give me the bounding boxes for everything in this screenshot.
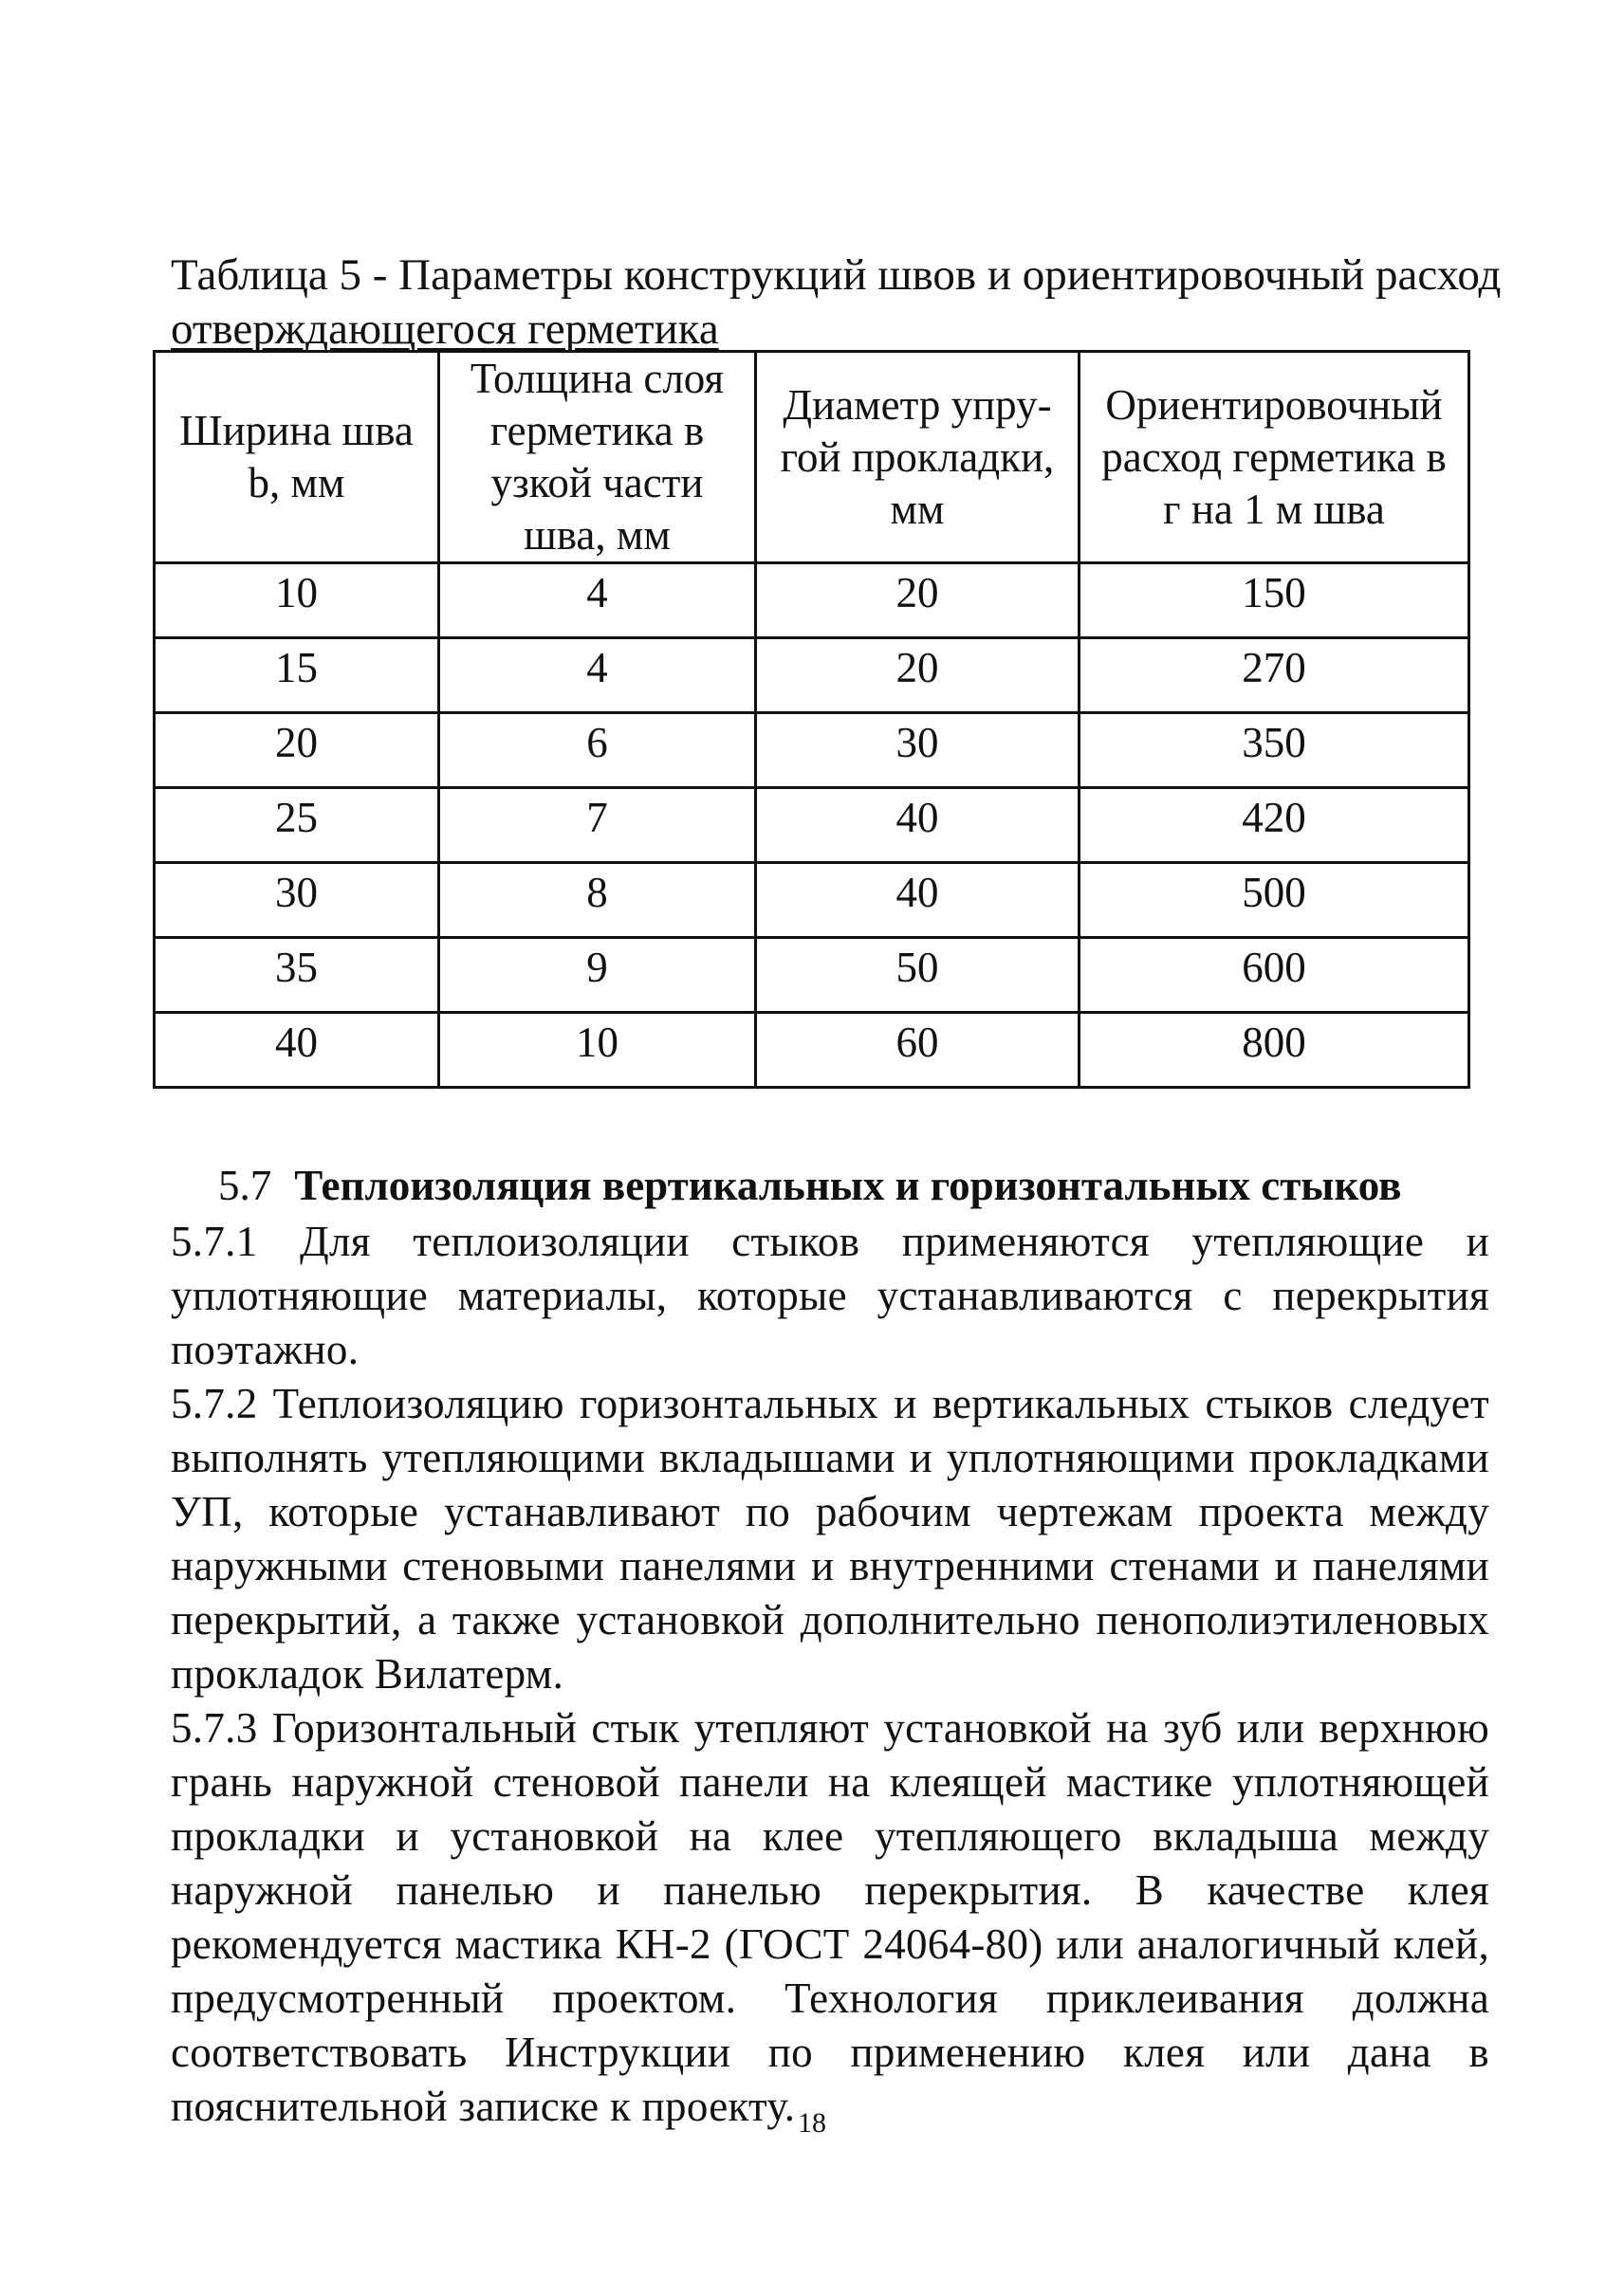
table-cell: 20 <box>155 713 439 788</box>
table-cell: 6 <box>439 713 756 788</box>
section-5-7 <box>171 1159 1489 2134</box>
page-number: 18 <box>798 2107 826 2139</box>
table-header-row <box>155 352 1469 563</box>
section-heading <box>218 1159 1489 1213</box>
table-cell: 7 <box>439 788 756 863</box>
table-cell: 500 <box>1080 863 1469 938</box>
header-sealant-consumption: Ориентировочный расход герметика в г на 1 м шва <box>1080 352 1469 563</box>
section-title: Теплоизоляция вертикальных и горизонтальных стыков <box>294 1162 1402 1209</box>
table-cell: 10 <box>439 1013 756 1088</box>
header-sealant-thickness: Толщина слоя герметика в узкой части шва, мм <box>439 352 756 563</box>
table-row <box>155 1013 1469 1088</box>
table-cell: 9 <box>439 938 756 1013</box>
table-cell: 600 <box>1080 938 1469 1013</box>
section-number: 5.7 <box>218 1162 272 1209</box>
paragraph-5-7-3: 5.7.3 Горизонтальный стык утепляют установкой на зуб или верхнюю грань наружной стеновой панели на клеящей мастике уплотняющей прокладки и установкой на клее утепляющего вкладыша между наружной панелью и панелью перекрытия. В качестве клея рекомендуется мастика КН-2 (ГОСТ 24064-80) или аналогичный клей, предусмотренный проектом. Технология приклеивания должна соответствовать Инструкции по применению клея или дана в пояснительной записке к проекту. <box>171 1704 1489 2130</box>
table-row <box>155 563 1469 638</box>
table-row <box>155 638 1469 713</box>
table-cell: 4 <box>439 563 756 638</box>
table-cell: 10 <box>155 563 439 638</box>
parameters-table <box>153 350 1470 1089</box>
table-row <box>155 788 1469 863</box>
table-cell: 25 <box>155 788 439 863</box>
table-cell: 150 <box>1080 563 1469 638</box>
table-cell: 35 <box>155 938 439 1013</box>
paragraph-5-7-2: 5.7.2 Теплоизоляцию горизонтальных и вертикальных стыков следует выполнять утепляющими вкладышами и уплотняющими прокладками УП, которые устанавливают по рабочим чертежам проекта между наружными стеновыми панелями и внутренними стенами и панелями перекрытий, а также установкой дополнительно пенополиэтиленовых прокладок Вилатерм. <box>171 1380 1489 1698</box>
paragraph-5-7-1: 5.7.1 Для теплоизоляции стыков применяются утепляющие и уплотняющие материалы, которые устанавливаются с перекрытия поэтажно. <box>171 1218 1489 1373</box>
table-cell: 40 <box>155 1013 439 1088</box>
table-cell: 15 <box>155 638 439 713</box>
table-cell: 30 <box>155 863 439 938</box>
table-cell: 40 <box>756 863 1080 938</box>
header-seam-width: Ширина шва b, мм <box>155 352 439 563</box>
table-cell: 20 <box>756 563 1080 638</box>
table-cell: 420 <box>1080 788 1469 863</box>
table-cell: 270 <box>1080 638 1469 713</box>
table-row <box>155 713 1469 788</box>
header-gasket-diameter: Диаметр упру-гой прокладки, мм <box>756 352 1080 563</box>
table-cell: 60 <box>756 1013 1080 1088</box>
table-caption-line-2: отверждающегося герметика <box>171 304 719 354</box>
table-caption-line-1: Таблица 5 - Параметры конструкций швов и ориентировочный расход <box>171 250 1502 300</box>
table-cell: 20 <box>756 638 1080 713</box>
table-cell: 350 <box>1080 713 1469 788</box>
table-cell: 800 <box>1080 1013 1469 1088</box>
table-cell: 50 <box>756 938 1080 1013</box>
table-cell: 30 <box>756 713 1080 788</box>
table-caption <box>171 248 1502 357</box>
table-row <box>155 863 1469 938</box>
table-row <box>155 938 1469 1013</box>
table-cell: 4 <box>439 638 756 713</box>
table-cell: 40 <box>756 788 1080 863</box>
table-cell: 8 <box>439 863 756 938</box>
